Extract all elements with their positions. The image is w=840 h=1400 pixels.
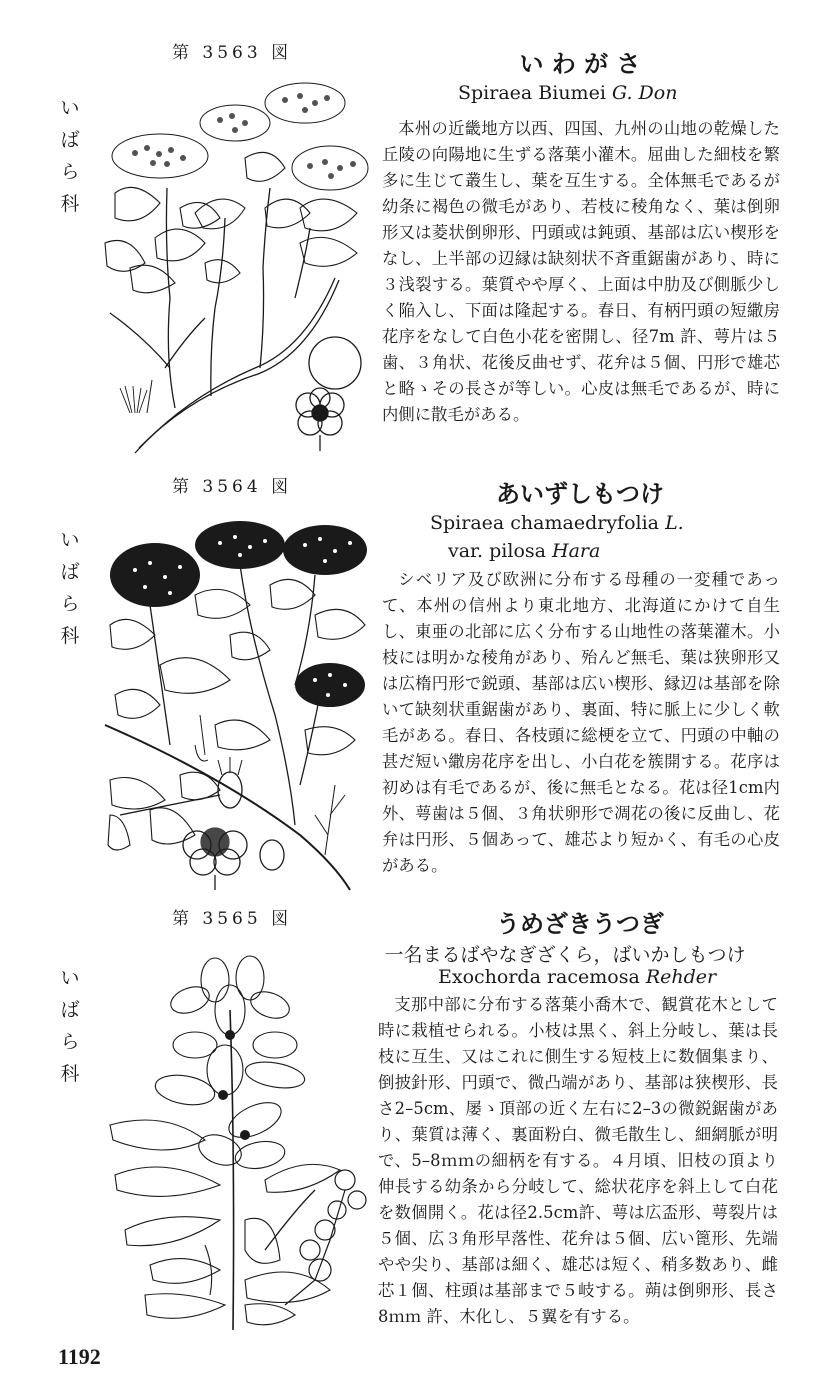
family-char: 科: [60, 1063, 80, 1085]
scientific-name: [438, 966, 716, 988]
family-char: ば: [60, 999, 80, 1021]
family-char: ば: [60, 561, 80, 583]
scientific-name-text: Exochorda racemosa: [438, 966, 640, 988]
family-char: い: [60, 97, 80, 119]
plant-illustration-iwagasa: [95, 68, 380, 458]
family-label: [58, 962, 82, 1090]
plant-illustration-aizushimotsuke: [100, 515, 380, 895]
scientific-name-text: Spiraea chamaedryfolia: [430, 512, 660, 534]
description-text: シベリア及び欧洲に分布する母種の一変種であって、本州の信州より東北地方、北海道にかけて自生し、東亜の北部に広く分布する山地性の落葉灌木。小枝には明かな稜角があり、殆んど無毛、葉は狭卵形又は広楕円形で鋭頭、基部は広い楔形、縁辺は基部を除いて缺刻状重鋸歯があり、裏面、特に脈上に少しく軟毛がある。春日、各枝頭に総梗を立て、円頭の中軸の甚だ短い繖房花序を出し、小白花を簇開する。花序は初めは有毛であるが、後に無毛となる。花は径1cm内外、萼歯は５個、３角状卵形で凋花の後に反曲し、花弁は円形、５個あって、雄芯より短かく、有毛の心皮がある。: [382, 570, 780, 875]
species-japanese-name: い わ が さ: [519, 50, 641, 78]
species-description: [382, 116, 780, 428]
family-char: ば: [60, 129, 80, 151]
family-char: い: [60, 967, 80, 989]
scientific-name: [430, 512, 684, 534]
variety-author: Hara: [552, 540, 601, 562]
family-char: ら: [60, 161, 80, 183]
species-description: [382, 567, 780, 879]
figure-label: 第 3565 図: [172, 909, 293, 929]
scientific-name-text: Spiraea Biumei: [458, 82, 606, 104]
species-japanese-name: うめざきうつぎ: [496, 910, 664, 938]
page-number: 1192: [58, 1344, 101, 1369]
variety-text: var. pilosa: [448, 540, 546, 562]
description-text: 支那中部に分布する落葉小喬木で、観賞花木として時に栽植せられる。小枝は黒く、斜上分岐し、葉は長枝に互生、又はこれに側生する短枝上に数個集まり、倒披針形、円頭で、微凸端があり、基部は狭楔形、長さ2–5cm、屡ゝ頂部の近く左右に2–3の微鋭鋸歯があり、葉質は薄く、裏面粉白、微毛散生し、細網脈が明で、5–8ｍｍの細柄を有する。４月頃、旧枝の頂より伸長する幼条から分岐して、総状花序を斜上して白花を数個開く。花は径2.5cm許、萼は広盃形、萼裂片は５個、広３角形早落性、花弁は５個、広い篦形、先端やや尖り、基部は細く、雄芯は短く、稍多数あり、雌芯１個、柱頭は基部まで５岐する。蒴は倒卵形、長さ 8ｍｍ 許、木化し、５翼を有する。: [378, 995, 778, 1326]
description-text: 本州の近畿地方以西、四国、九州の山地の乾燥した丘陵の向陽地に生ずる落葉小灌木。屈曲した細枝を繁多に生じて叢生し、葉を互生する。全体無毛であるが幼条に褐色の微毛があり、若枝に稜角なく、葉は倒卵形又は菱状倒卵形、円頭或は鈍頭、基部は広い楔形をなし、上半部の辺縁は缺刻状不斉重鋸歯があり、時に３浅裂する。葉質やや厚く、上面は中肋及び側脈少しく陥入し、下面は隆起する。春日、有柄円頭の短繖房花序をなして白色小花を密開し、径7m 許、萼片は５歯、３角状、花後反曲せず、花弁は５個、円形で雄芯と略ゝその長さが等しい。心皮は無毛であるが、時に内側に散毛がある。: [382, 119, 780, 424]
family-label: [58, 92, 82, 220]
family-char: い: [60, 529, 80, 551]
family-char: 科: [60, 193, 80, 215]
scientific-name-author: L.: [665, 512, 684, 534]
alternate-names: 一名まるばやなぎざくら，ばいかしもつけ: [384, 944, 746, 966]
species-description: [378, 992, 778, 1330]
scientific-name-author: Rehder: [645, 966, 717, 988]
scientific-name-variety: [448, 540, 600, 562]
scientific-name-author: G. Don: [611, 82, 678, 104]
figure-label: 第 3564 図: [172, 477, 293, 497]
family-char: ら: [60, 593, 80, 615]
plant-illustration-umezakiutsugi: [105, 950, 375, 1330]
figure-label: 第 3563 図: [172, 43, 293, 63]
scientific-name: [458, 82, 677, 104]
family-char: 科: [60, 625, 80, 647]
family-label: [58, 524, 82, 652]
family-char: ら: [60, 1031, 80, 1053]
species-japanese-name: あいずしもつけ: [496, 480, 664, 508]
